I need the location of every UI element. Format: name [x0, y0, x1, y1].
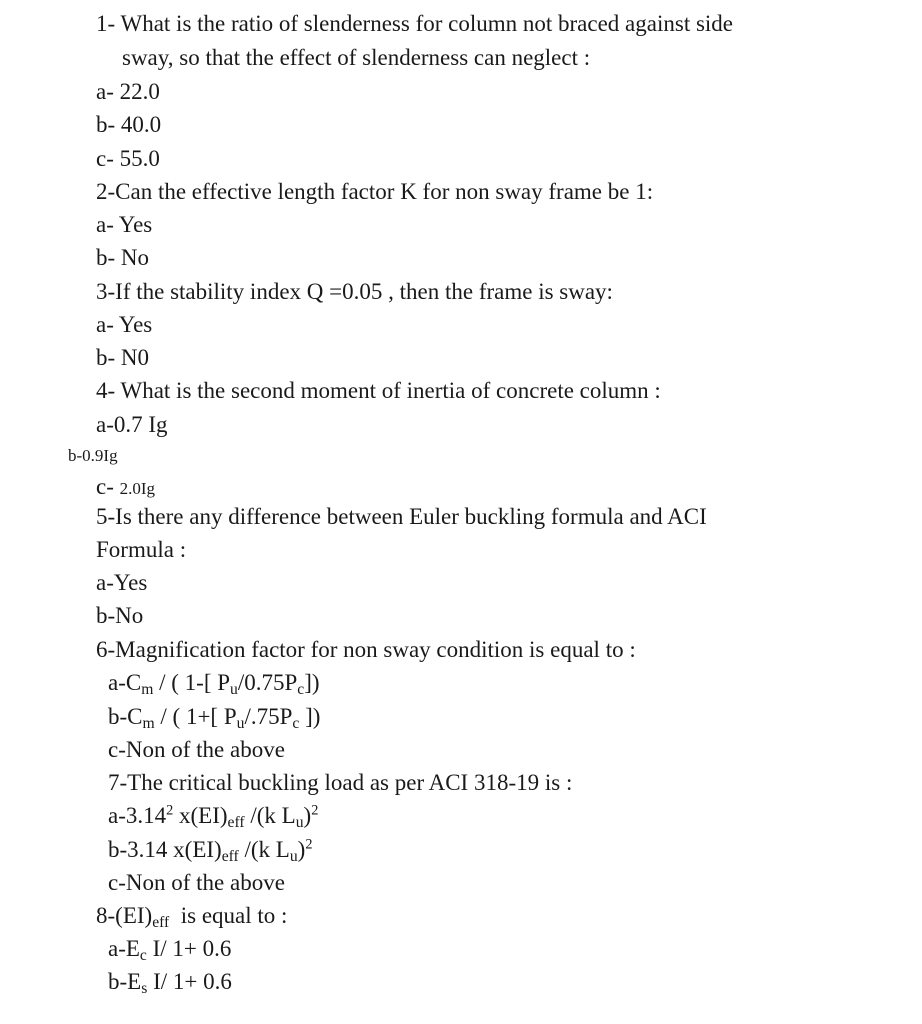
- formula-subscript: eff: [227, 813, 245, 831]
- question-2-option-b: b- No: [96, 245, 150, 270]
- formula-part: / ( 1+[ P: [154, 704, 237, 729]
- question-7-text: 7-The critical buckling load as per ACI 318-19 is :: [108, 770, 573, 795]
- formula-part: / ( 1-[ P: [153, 670, 231, 695]
- question-1-text-line-2: sway, so that the effect of slenderness can neglect :: [122, 45, 591, 70]
- formula-subscript: u: [230, 680, 238, 698]
- formula-part: is equal to :: [169, 903, 288, 928]
- question-4-option-c: [96, 473, 155, 503]
- question-6-option-c: c-Non of the above: [108, 737, 285, 762]
- question-1-option-a: a- 22.0: [96, 79, 160, 104]
- formula-part: b-3.14 x(EI): [108, 837, 222, 862]
- formula-part: a-C: [108, 670, 142, 695]
- formula-superscript: 2: [166, 802, 174, 819]
- question-6-option-a: [108, 669, 320, 697]
- formula-part: ]): [304, 670, 320, 695]
- formula-subscript: m: [141, 680, 154, 698]
- formula-part: ): [303, 803, 312, 828]
- formula-subscript: m: [142, 714, 155, 732]
- formula-superscript: 2: [305, 836, 313, 853]
- formula-subscript: u: [295, 813, 304, 831]
- formula-subscript: c: [292, 714, 300, 732]
- formula-part: 8-(EI): [96, 903, 153, 928]
- formula-part: /(k L: [238, 837, 290, 862]
- formula-part: b-E: [108, 969, 142, 994]
- formula-subscript: u: [289, 847, 298, 865]
- question-6-option-b: [108, 703, 320, 731]
- formula-subscript: c: [139, 946, 147, 964]
- question-7-option-a: [108, 802, 318, 830]
- formula-part: I/ 1+ 0.6: [146, 936, 232, 961]
- question-2-text: 2-Can the effective length factor K for non sway frame be 1:: [96, 179, 654, 204]
- question-5-option-b: b-No: [96, 603, 144, 628]
- question-3-text: 3-If the stability index Q =0.05 , then the frame is sway:: [96, 279, 613, 304]
- question-6-text: 6-Magnification factor for non sway condition is equal to :: [96, 637, 636, 662]
- question-8-option-a: [108, 935, 231, 963]
- formula-part: ): [297, 837, 306, 862]
- formula-part: ]): [299, 704, 321, 729]
- question-8-text: [96, 902, 287, 930]
- question-4-option-a: a-0.7 Ig: [96, 412, 168, 437]
- formula-part: /.75P: [244, 704, 293, 729]
- question-2-option-a: a- Yes: [96, 212, 153, 237]
- question-1-option-b: b- 40.0: [96, 112, 162, 137]
- question-5-text-line-2: Formula :: [96, 537, 187, 562]
- formula-part: a-E: [108, 936, 140, 961]
- formula-subscript: eff: [221, 847, 239, 865]
- formula-part: /0.75P: [237, 670, 298, 695]
- formula-part: x(EI): [173, 803, 228, 828]
- formula-part: /(k L: [244, 803, 296, 828]
- question-1-option-c: c- 55.0: [96, 146, 160, 171]
- question-1-text-line-1: 1- What is the ratio of slenderness for column not braced against side: [96, 11, 734, 36]
- question-4-option-c-prefix: c-: [96, 474, 120, 499]
- question-4-option-b: b-0.9Ig: [68, 446, 118, 465]
- question-5-text-line-1: 5-Is there any difference between Euler buckling formula and ACI: [96, 504, 707, 529]
- formula-subscript: c: [297, 680, 305, 698]
- formula-part: a-3.14: [108, 803, 167, 828]
- question-8-option-b: [108, 968, 232, 996]
- formula-subscript: eff: [152, 913, 170, 931]
- formula-part: b-C: [108, 704, 143, 729]
- question-7-option-b: [108, 836, 312, 864]
- formula-subscript: s: [141, 979, 148, 997]
- question-5-option-a: a-Yes: [96, 570, 148, 595]
- question-3-option-b: b- N0: [96, 345, 150, 370]
- question-4-text: 4- What is the second moment of inertia of concrete column :: [96, 378, 661, 403]
- formula-subscript: u: [236, 714, 245, 732]
- question-4-option-c-value: 2.0Ig: [119, 479, 156, 498]
- question-7-option-c: c-Non of the above: [108, 870, 285, 895]
- formula-part: I/ 1+ 0.6: [147, 969, 232, 994]
- question-3-option-a: a- Yes: [96, 312, 153, 337]
- formula-superscript: 2: [311, 802, 319, 819]
